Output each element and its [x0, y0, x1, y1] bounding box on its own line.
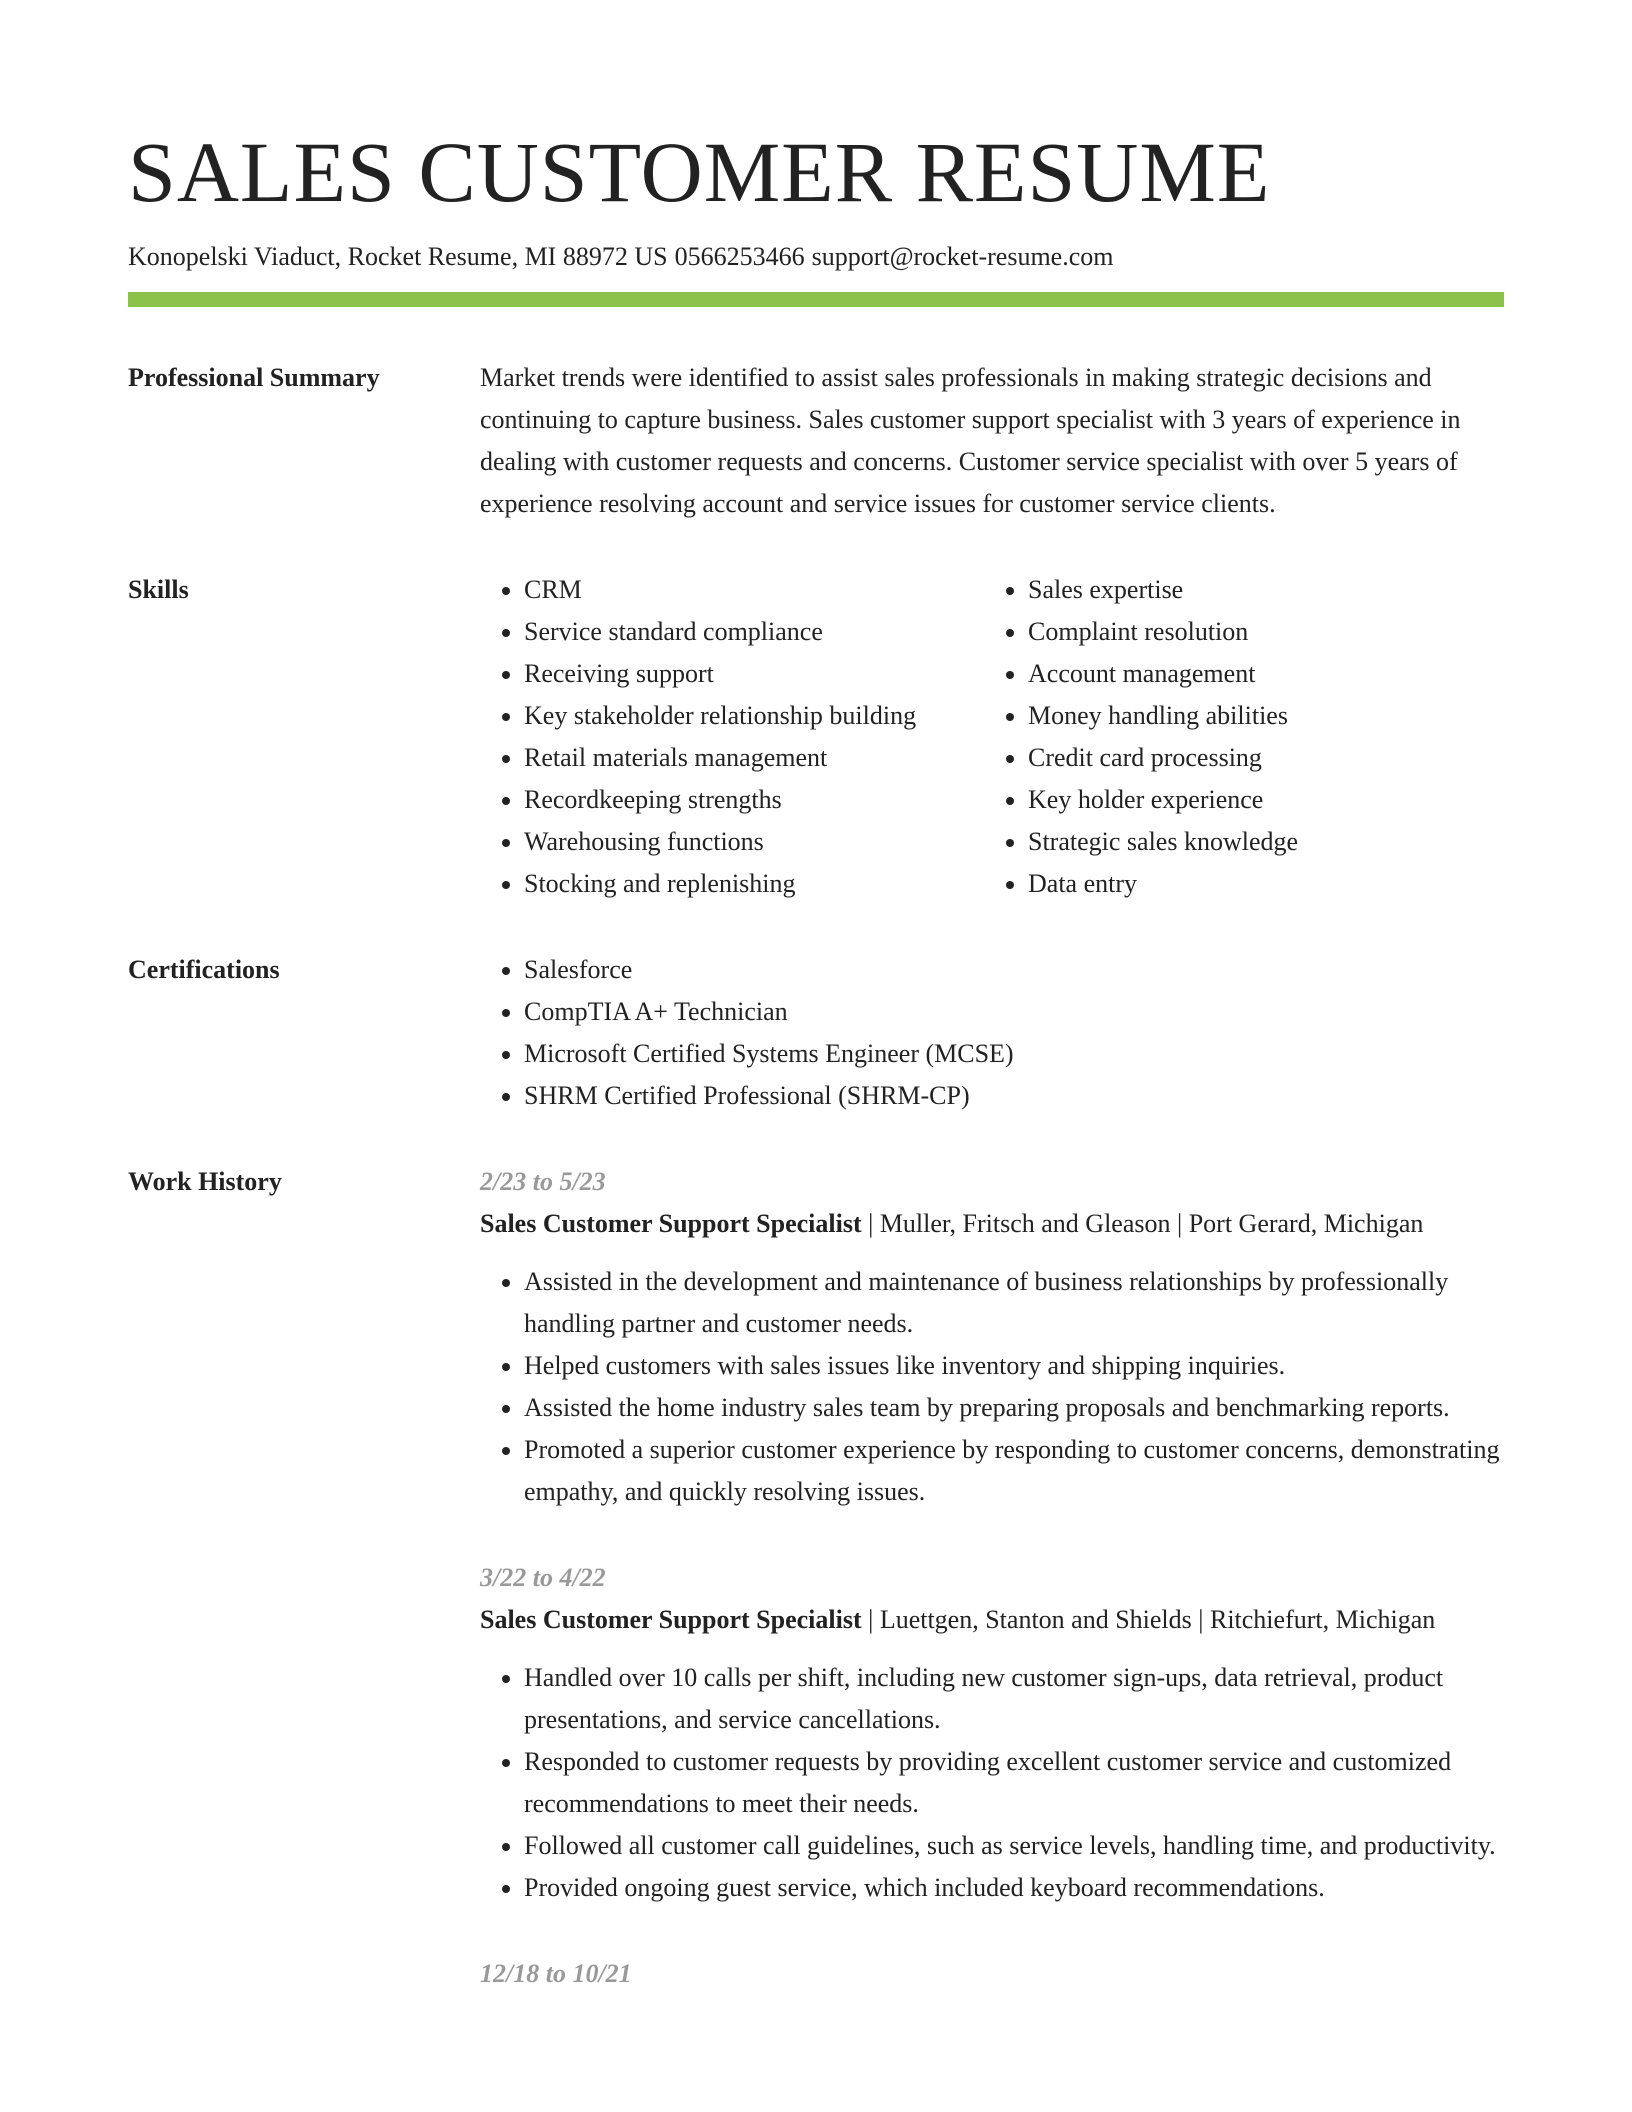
job-duties-list — [480, 1261, 1504, 1513]
job-duty: • Followed all customer call guidelines, such as service levels, handling time, and productivity. — [524, 1825, 1504, 1867]
skill-item: • Data entry — [1028, 863, 1298, 905]
contact-phone: 0566253466 — [674, 242, 805, 271]
job-title-line — [480, 1599, 1504, 1641]
job-duty: • Assisted in the development and maintenance of business relationships by professionally handling partner and customer needs. — [524, 1261, 1504, 1345]
skill-item: • Money handling abilities — [1028, 695, 1298, 737]
summary-heading: Professional Summary — [128, 363, 380, 392]
contact-email: support@rocket-resume.com — [811, 242, 1114, 271]
skill-item: • Recordkeeping strengths — [524, 779, 984, 821]
job-title: Sales Customer Support Specialist — [480, 1605, 862, 1634]
certification-item: • Microsoft Certified Systems Engineer (MCSE) — [524, 1033, 1504, 1075]
job-entry — [480, 1161, 1504, 1513]
skills-section — [128, 569, 1504, 905]
certification-item: • CompTIA A+ Technician — [524, 991, 1504, 1033]
certifications-heading: Certifications — [128, 955, 280, 984]
skill-item: • Stocking and replenishing — [524, 863, 984, 905]
job-dates: 12/18 to 10/21 — [480, 1959, 632, 1988]
skill-item: • Service standard compliance — [524, 611, 984, 653]
job-duty: • Handled over 10 calls per shift, including new customer sign-ups, data retrieval, product presentations, and service cancellations. — [524, 1657, 1504, 1741]
certifications-list — [480, 949, 1504, 1117]
skill-item: • Retail materials management — [524, 737, 984, 779]
skill-item: • Strategic sales knowledge — [1028, 821, 1298, 863]
job-employer-location: | Muller, Fritsch and Gleason | Port Gerard, Michigan — [861, 1209, 1424, 1238]
job-entry — [480, 1557, 1504, 1909]
contact-line — [128, 240, 1504, 274]
job-entry — [480, 1953, 1504, 1995]
job-duty: • Helped customers with sales issues like inventory and shipping inquiries. — [524, 1345, 1504, 1387]
certifications-section — [128, 949, 1504, 1117]
skill-item: • Key stakeholder relationship building — [524, 695, 984, 737]
job-duty: • Promoted a superior customer experience by responding to customer concerns, demonstrating empathy, and quickly resolving issues. — [524, 1429, 1504, 1513]
skill-item: • Credit card processing — [1028, 737, 1298, 779]
skill-item: • Sales expertise — [1028, 569, 1298, 611]
job-duty: • Provided ongoing guest service, which included keyboard recommendations. — [524, 1867, 1504, 1909]
header-divider — [128, 292, 1504, 307]
skill-item: • CRM — [524, 569, 984, 611]
job-dates: 3/22 to 4/22 — [480, 1563, 606, 1592]
skill-item: • Complaint resolution — [1028, 611, 1298, 653]
job-duties-list — [480, 1657, 1504, 1909]
skills-heading: Skills — [128, 575, 189, 604]
resume-title: SALES CUSTOMER RESUME — [128, 124, 1271, 220]
skill-item: • Account management — [1028, 653, 1298, 695]
job-duty: • Assisted the home industry sales team by preparing proposals and benchmarking reports. — [524, 1387, 1504, 1429]
certification-item: • SHRM Certified Professional (SHRM-CP) — [524, 1075, 1504, 1117]
skill-item: • Warehousing functions — [524, 821, 984, 863]
job-dates: 2/23 to 5/23 — [480, 1167, 606, 1196]
job-title-line — [480, 1203, 1504, 1245]
work-history-heading: Work History — [128, 1167, 282, 1196]
skills-list-right — [984, 569, 1298, 905]
job-employer-location: | Luettgen, Stanton and Shields | Ritchiefurt, Michigan — [861, 1605, 1436, 1634]
resume-page — [128, 0, 1504, 2039]
job-title: Sales Customer Support Specialist — [480, 1209, 862, 1238]
skills-list-left — [480, 569, 984, 905]
summary-section — [128, 357, 1504, 525]
certification-item: • Salesforce — [524, 949, 1504, 991]
contact-address: Konopelski Viaduct, Rocket Resume, MI 88972 US — [128, 242, 668, 271]
summary-text: Market trends were identified to assist sales professionals in making strategic decisions and continuing to capture business. Sales customer support specialist with 3 years of experience in dealing with customer requests and concerns. Customer service specialist with over 5 years of experience resolving account and service issues for customer service clients. — [480, 363, 1461, 518]
skill-item: • Key holder experience — [1028, 779, 1298, 821]
work-history-section — [128, 1161, 1504, 2039]
job-duty: • Responded to customer requests by providing excellent customer service and customized recommendations to meet their needs. — [524, 1741, 1504, 1825]
skill-item: • Receiving support — [524, 653, 984, 695]
